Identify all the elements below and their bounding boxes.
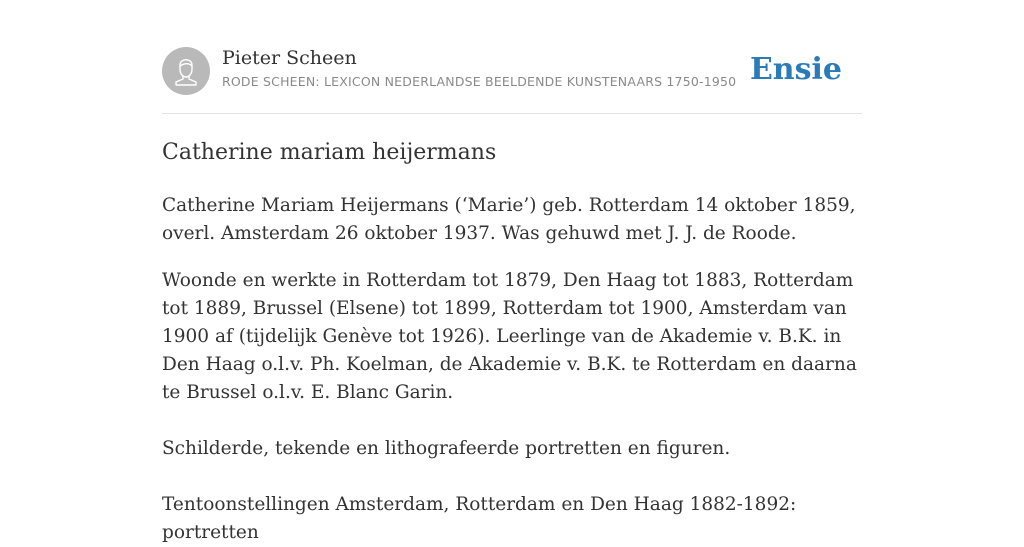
source-title[interactable]: RODE SCHEEN: LEXICON NEDERLANDSE BEELDENDE KUNSTENAARS 1750-1950 [222, 74, 737, 89]
ensie-logo[interactable]: Ensie [749, 52, 842, 87]
article-paragraph: Catherine Mariam Heijermans (‘Marie’) geb. Rotterdam 14 oktober 1859, overl. Amsterdam 26 oktober 1937. Was gehuwd met J. J. de Roode. [162, 195, 856, 244]
article-paragraph: Woonde en werkte in Rotterdam tot 1879, Den Haag tot 1883, Rotterdam tot 1889, Brussel (Elsene) tot 1899, Rotterdam tot 1900, Amsterdam van 1900 af (tijdelijk Genève tot 1926). Leerlinge van de Akademie v. B.K. in Den Haag o.l.v. Ph. Koelman, de Akademie v. B.K. te Rotterdam en daarna te Brussel o.l.v. E. Blanc Garin. [162, 270, 857, 403]
header-divider [162, 113, 862, 114]
user-silhouette-icon [162, 47, 210, 95]
article-paragraph: Schilderde, tekende en lithografeerde portretten en figuren. [162, 438, 731, 459]
article-title: Catherine mariam heijermans [162, 140, 497, 165]
author-avatar[interactable] [162, 47, 210, 95]
article-header [162, 46, 862, 96]
author-name[interactable]: Pieter Scheen [222, 47, 357, 69]
article-body [162, 137, 862, 547]
article-paragraph: Tentoonstellingen Amsterdam, Rotterdam en Den Haag 1882-1892: portretten [162, 494, 797, 543]
